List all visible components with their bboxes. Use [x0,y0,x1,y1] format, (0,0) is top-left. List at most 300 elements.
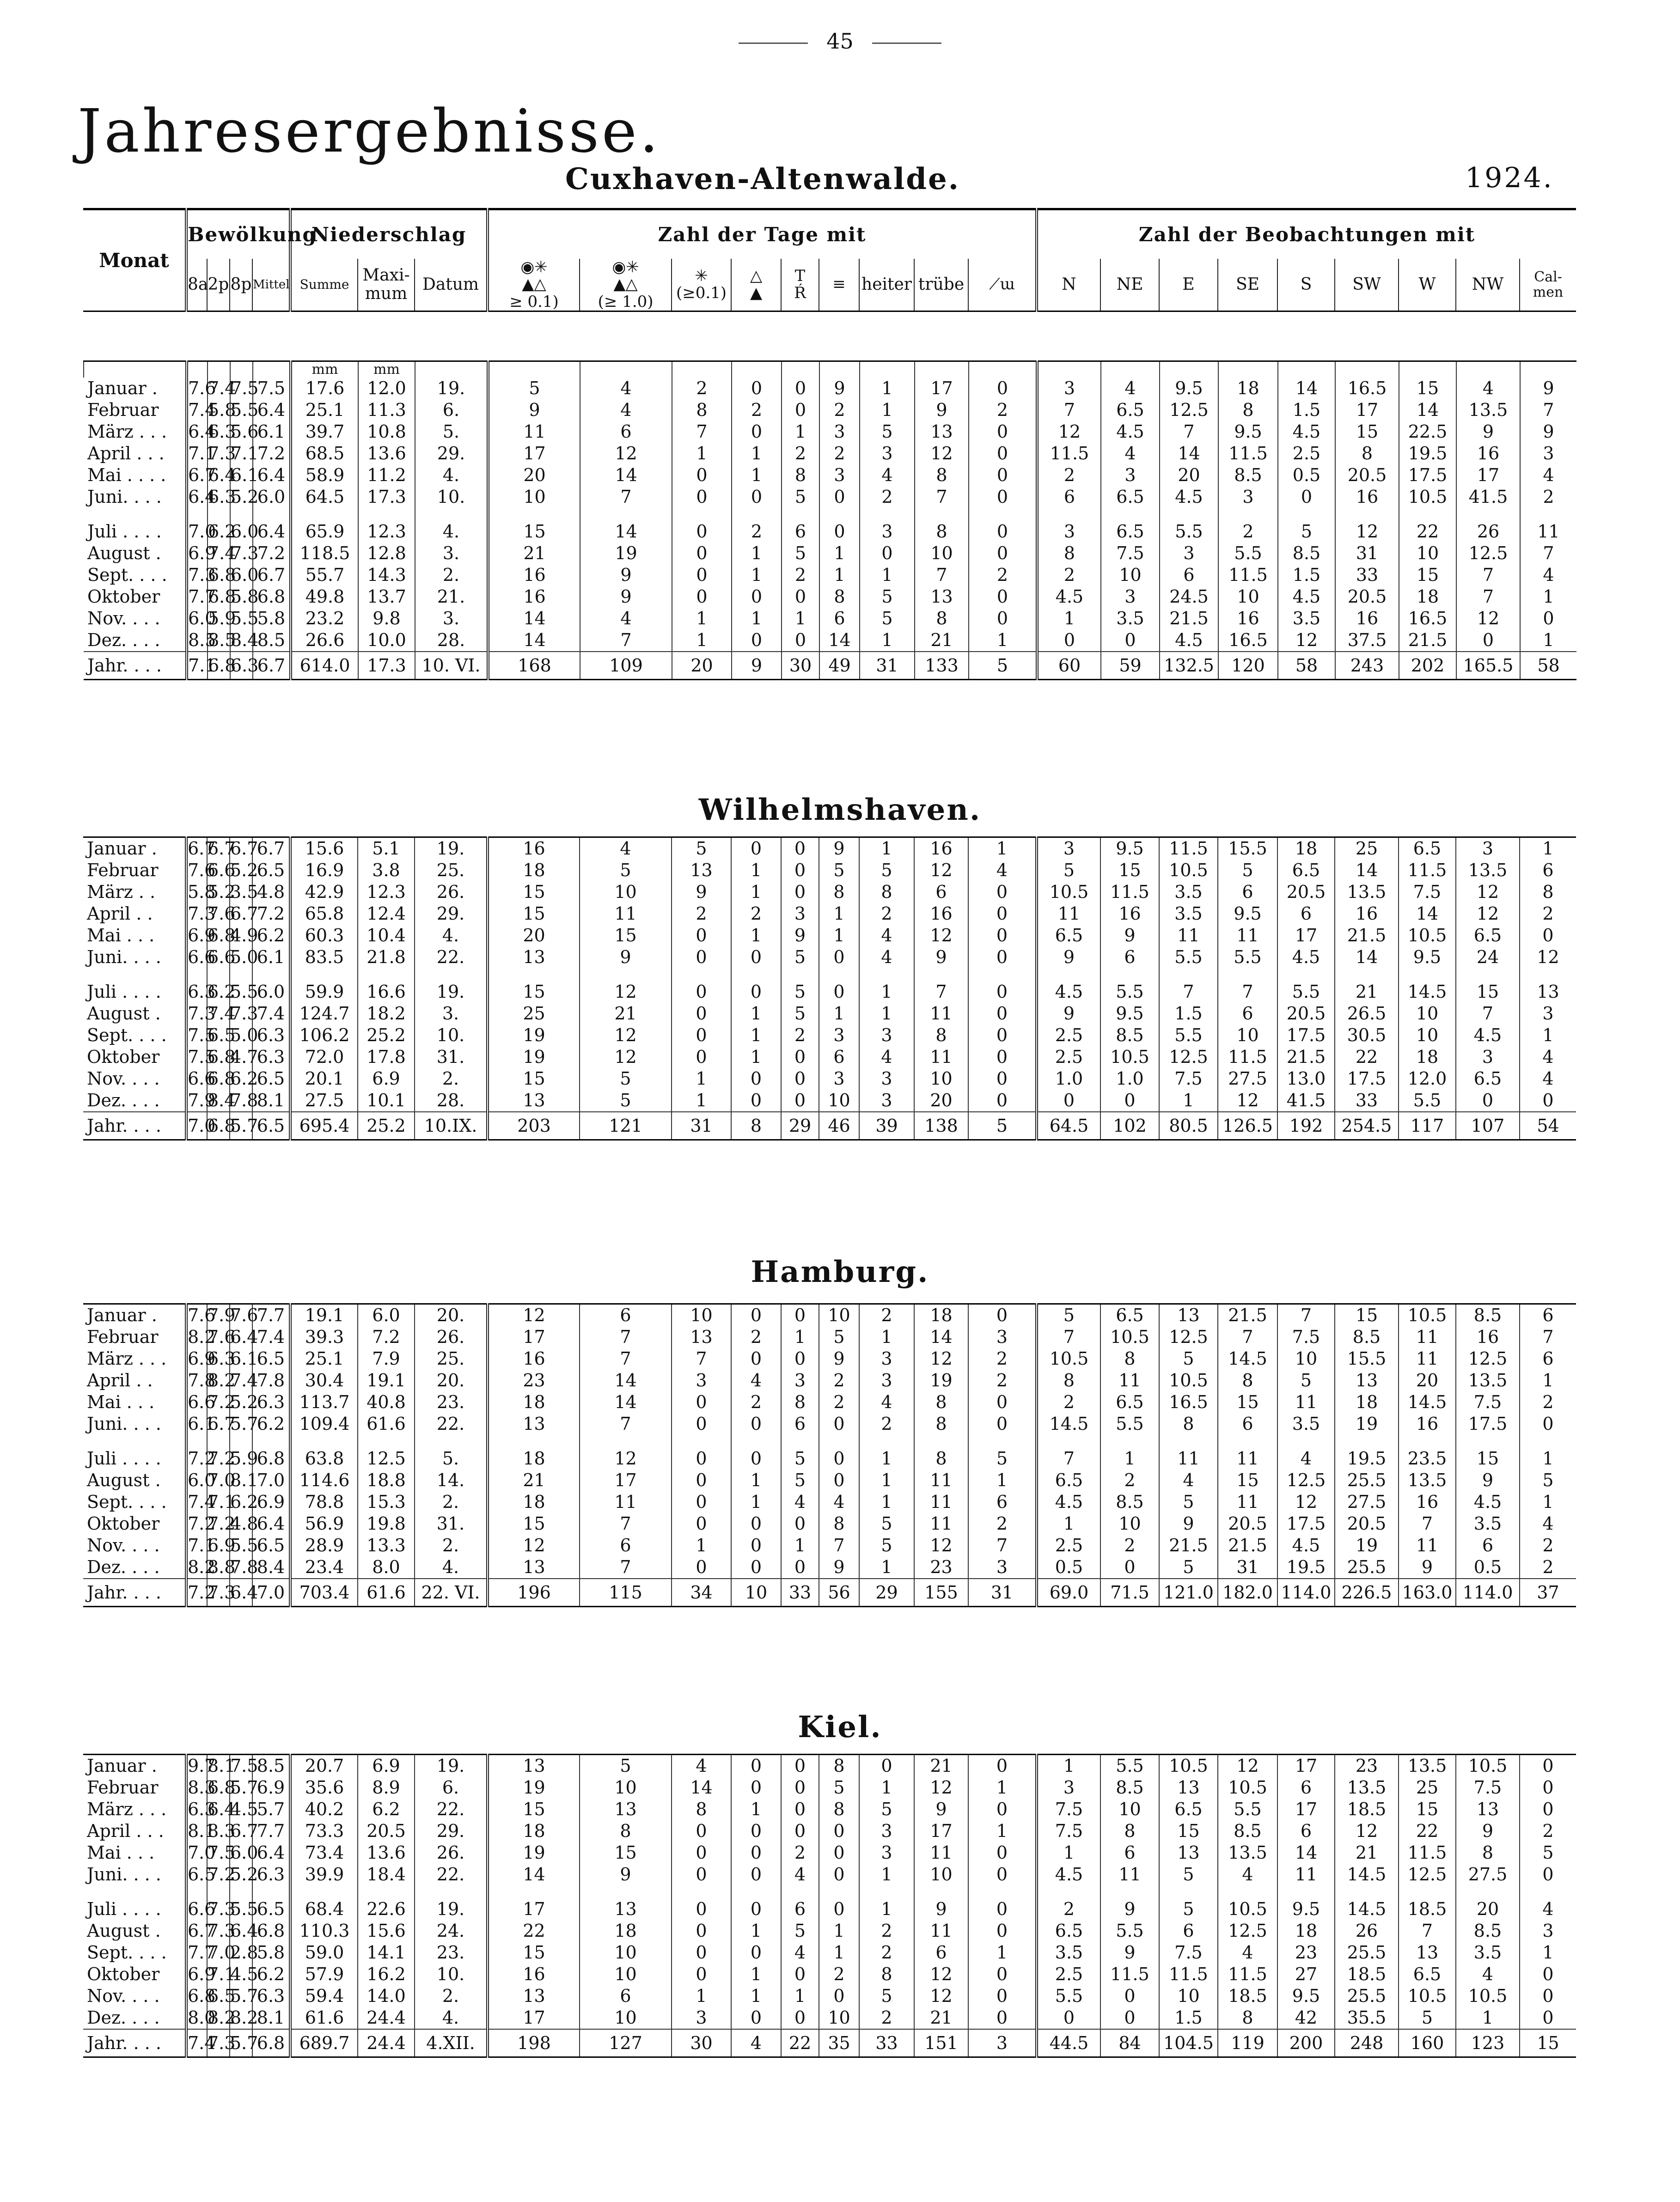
table-cell: 2 [859,2007,914,2029]
table-cell: 1 [672,1090,731,1112]
table-cell: 29. [415,443,488,464]
table-cell: 21 [1335,981,1399,1003]
table-cell: 0 [968,981,1037,1003]
month-label: Juni. . . . [87,487,162,507]
table-cell: 8 [914,1448,968,1470]
table-cell: 6. [415,399,488,421]
table-cell: 5.2 [230,1864,258,1885]
table-cell: 19 [488,1842,580,1864]
table-cell: 4.5 [230,1799,258,1819]
table-cell: 57.9 [290,1964,358,1985]
table-cell: 15 [488,881,580,903]
table-cell: 34 [672,1579,731,1607]
table-cell: 10. [415,1025,488,1046]
table-cell: 614.0 [291,652,358,680]
table-cell: 22. VI. [415,1579,488,1607]
month-label: Juli . . . . [87,1899,161,1919]
table-cell: 6.3 [186,1799,207,1820]
table-cell: 8 [731,1112,781,1140]
table-cell: 7.0 [186,1112,207,1140]
table-cell: 10.5 [1399,925,1456,946]
table-cell: 0 [732,421,782,443]
month-label: Juni. . . . [87,1414,161,1434]
table-cell: 7 [580,1513,672,1535]
table-cell: 7.2 [208,1448,236,1469]
table-cell: 0 [731,1942,781,1964]
table-cell: 1 [731,1799,781,1820]
table-cell: 64.5 [1037,1112,1100,1140]
table-cell: 5 [781,1470,819,1491]
table-cell: 42.9 [290,881,358,903]
table-cell: 7 [1277,1304,1335,1327]
table-cell: 7.7 [186,1942,207,1964]
table-cell: 7.5 [1037,1799,1100,1820]
table-cell: 110.3 [290,1920,358,1942]
table-cell: 0 [781,860,819,881]
table-cell: 9 [1100,1942,1159,1964]
table-cell: 4.5 [1101,421,1160,443]
table-cell: 22.6 [358,1898,415,1920]
table-cell: 8 [915,608,969,629]
table-row [84,608,1576,629]
table-cell: 0 [819,1842,859,1864]
month-label: Februar [87,1327,159,1347]
table-cell: 5. [415,421,488,443]
table-cell: 0 [781,1755,819,1777]
table-cell: 1 [1520,1025,1576,1046]
table-cell: 12 [914,1777,968,1799]
table-cell: 7.4 [252,1003,290,1025]
table-cell: 6.8 [208,1047,236,1067]
table-cell: 15 [1335,421,1399,443]
table-cell: 21 [580,1003,672,1025]
table-cell: 7.2 [208,1864,236,1885]
table-cell: 2 [1037,1391,1100,1413]
table-cell: 4 [731,1370,781,1391]
table-cell: 0 [969,608,1037,629]
table-cell: 6.9 [252,1491,290,1513]
table-cell: 15 [488,1799,580,1820]
table-cell: 7 [1520,543,1576,564]
table-cell: 12 [1520,946,1576,968]
table-cell: 15 [1335,1304,1399,1327]
table-cell: 12.5 [1159,1046,1218,1068]
month-label: Februar [87,400,159,420]
table-cell: 24.4 [358,2007,415,2029]
table-cell: 12.4 [358,903,415,925]
col-s: S [1277,259,1335,311]
month-label: Sept. . . . [87,565,167,585]
table-cell: 0 [968,1842,1037,1864]
table-cell: 1 [1520,586,1576,608]
table-cell: 11 [914,1491,968,1513]
table-cell: 12 [580,443,672,464]
table-cell: 6 [1277,1777,1335,1799]
table-cell: 11 [1159,925,1218,946]
table-cell: 14 [1399,399,1456,421]
table-cell: 10 [580,1942,672,1964]
table-cell: 6.7 [230,903,258,924]
table-cell: 23 [488,1370,580,1391]
table-cell: 2 [860,486,915,508]
table-cell: 6.3 [186,981,207,1003]
table-cell: 16.9 [290,860,358,881]
table-cell: 8.0 [358,1556,415,1579]
table-cell: 3.5 [1278,608,1335,629]
month-label: März . . [87,882,156,902]
table-cell: 2 [1520,1820,1576,1842]
table-cell: 3 [1456,837,1520,860]
table-cell: 12.0 [358,378,415,399]
table-cell: 9.5 [1277,1985,1335,2007]
table-cell: 6.8 [208,652,230,680]
table-cell: 6.5 [1100,1391,1159,1413]
table-cell: 11.5 [1218,1046,1277,1068]
table-cell: 1 [819,564,860,586]
table-cell: 5 [781,946,819,968]
table-cell: 1 [731,1003,781,1025]
table-cell: 37.5 [1335,629,1399,652]
table-cell: 13 [672,860,731,881]
table-row [84,629,1576,652]
table-cell: 39.9 [290,1864,358,1885]
table-cell: 8.8 [207,1556,230,1579]
table-cell: 12 [1335,1820,1399,1842]
table-cell: 6.6 [186,1898,207,1920]
table-cell: 15.5 [1335,1348,1399,1370]
table-cell: 5 [782,486,819,508]
table-cell: 0 [731,2007,781,2029]
table-cell: 6.6 [208,860,236,880]
table-cell: 7.9 [207,1304,230,1327]
month-label: Nov. . . . [87,1068,160,1089]
table-cell: 132.5 [1160,652,1218,680]
table-cell: 7.2 [186,1579,207,1607]
table-cell: 25. [415,860,488,881]
table-cell: 21.5 [1159,1535,1218,1556]
month-label: Dez. . . . [87,1557,160,1577]
table-cell: 5.1 [358,837,415,860]
table-cell: 1 [1520,629,1576,652]
table-cell: 1 [1037,608,1101,629]
table-cell: 18.5 [1335,1964,1399,1985]
table-cell: 11 [914,1003,968,1025]
table-cell: 10. [415,1964,488,1985]
table-cell: 6.6 [208,947,236,967]
table-cell: 13 [1399,1942,1456,1964]
table-cell: 8.1 [252,1090,290,1112]
table-cell: 0 [781,1304,819,1327]
table-cell: 0 [731,1068,781,1090]
table-cell: 7.5 [1277,1326,1335,1348]
table-cell: 107 [1456,1112,1520,1140]
table-cell: 7 [580,1556,672,1579]
table-cell: 14 [1277,1842,1335,1864]
table-cell: 1 [968,1470,1037,1491]
table-cell: 5.7 [230,1414,258,1434]
month-label: Oktober [87,1513,160,1534]
table-row [84,378,1576,399]
table-cell: 7 [1037,1326,1100,1348]
table-cell: 25.2 [358,1112,415,1140]
table-cell: 8.5 [1335,1326,1399,1348]
table-cell: 2 [968,1348,1037,1370]
table-cell: 120 [1218,652,1278,680]
table-cell: 7 [580,1326,672,1348]
table-cell: 6.2 [208,982,236,1002]
table-cell: 3 [860,443,915,464]
station-title-wilhelmshaven: Wilhelmshaven. [698,793,982,827]
table-cell: 1 [859,837,914,860]
table-cell: 6 [580,1985,672,2007]
table-cell: 8.5 [1218,1820,1277,1842]
table-cell: 6.5 [1101,521,1160,543]
table-cell: 7.6 [186,860,207,881]
month-label: Nov. . . . [87,1535,160,1555]
table-cell: 12.5 [1160,399,1218,421]
table-cell: 7 [580,1348,672,1370]
table-cell: 6.1 [252,946,290,968]
table-cell: 6.9 [252,1777,290,1799]
table-cell: 17.5 [1277,1025,1335,1046]
table-cell: 17 [580,1470,672,1491]
month-label: März . . . [87,1799,167,1819]
table-cell: 56 [819,1579,859,1607]
table-cell: 6.4 [252,1842,290,1864]
table-cell: 7 [1160,421,1218,443]
table-cell: 9 [819,837,859,860]
table-cell: 7.3 [208,443,236,464]
table-cell: 13.5 [1456,399,1520,421]
table-cell: 1 [1037,1513,1100,1535]
table-cell: 0 [968,1413,1037,1435]
table-cell: 0 [731,1304,781,1327]
table-cell: 0 [1100,1985,1159,2007]
table-cell: 8.5 [253,629,291,652]
table-cell: 7.5 [1101,543,1160,564]
table-cell: 5 [580,1755,672,1777]
table-cell: 2.5 [1037,1046,1100,1068]
table-cell: 19 [580,543,672,564]
table-cell: 4.5 [230,1964,258,1984]
table-cell: 7.2 [253,543,291,564]
table-row [84,399,1576,421]
table-cell: 6.4 [230,1327,258,1347]
table-cell: 6.2 [230,1068,258,1089]
table-cell: 7.0 [208,1470,236,1490]
table-cell: 20.5 [1277,881,1335,903]
table-cell: 8.5 [1278,543,1335,564]
table-cell: 15.6 [290,837,358,860]
table-cell: 4 [1159,1470,1218,1491]
table-cell: 5 [672,837,731,860]
table-cell: 114.0 [1456,1579,1520,1607]
storm-icon: ⟋ɯ [989,275,1015,294]
table-cell: 1 [731,1964,781,1985]
table-cell: 7 [915,486,969,508]
table-cell: 29. [415,1820,488,1842]
table-cell: 12 [914,860,968,881]
month-label: Januar . [87,378,158,398]
table-cell: 59.4 [290,1985,358,2007]
table-cell: 0 [731,1348,781,1370]
table-cell: 248 [1335,2029,1399,2057]
table-cell: 15.3 [358,1491,415,1513]
table-cell: 2 [1520,1391,1576,1413]
table-cell: 7 [914,981,968,1003]
table-cell: 5.8 [231,586,259,607]
table-cell: 7.2 [186,1513,207,1535]
col-2p: 2p [207,259,230,311]
table-cell: 6 [1218,1413,1277,1435]
table-cell: 19 [488,1046,580,1068]
table-cell: 5 [860,586,915,608]
table-cell: 0 [968,1864,1037,1885]
table-cell: 15 [1456,1448,1520,1470]
table-cell: 6.1 [186,1413,207,1435]
table-cell: 72.0 [290,1046,358,1068]
table-cell: 8 [672,1799,731,1820]
table-cell: 58 [1278,652,1335,680]
table-cell: 6.2 [358,1799,415,1820]
table-cell: 1 [819,1920,859,1942]
table-cell: 12 [1335,521,1399,543]
table-cell: 7.1 [187,652,208,680]
table-cell: 11.5 [1100,1964,1159,1985]
month-label: April . . [87,1370,153,1391]
table-cell: 3 [859,1025,914,1046]
table-cell: 10.5 [1100,1046,1159,1068]
table-cell: 13 [488,1090,580,1112]
table-cell: 1 [732,464,782,486]
table-cell: 5.2 [230,1392,258,1412]
table-cell: 0 [731,1513,781,1535]
table-cell: 7 [580,629,672,652]
table-cell: 0 [1037,2007,1100,2029]
table-cell: 6.9 [186,1964,207,1985]
table-cell: 16.5 [1218,629,1278,652]
station-block-kiel [83,1754,1576,2058]
table-cell: 0 [1101,629,1160,652]
table-cell: 10 [1100,1799,1159,1820]
table-cell: 11.5 [1399,1842,1456,1864]
table-cell: 5.5 [1218,543,1278,564]
table-cell: 7.4 [252,1326,290,1348]
table-cell: 2 [1520,1535,1576,1556]
table-cell: 8.5 [1456,1920,1520,1942]
month-label: August . [87,1470,161,1490]
table-cell: 16 [1399,1491,1456,1513]
table-cell: 17.5 [1335,1068,1399,1090]
table-cell: 6 [1100,1842,1159,1864]
table-cell: 5 [781,1448,819,1470]
table-cell: 5.5 [1160,521,1218,543]
table-cell: 21 [488,1470,580,1491]
table-cell: 19. [415,378,488,399]
hail-icon: △ ▲ [750,266,763,303]
month-label: Juli . . . . [87,982,161,1002]
table-row [83,1003,1576,1025]
table-cell: 8 [1100,1820,1159,1842]
table-cell: 2 [1520,1556,1576,1579]
table-cell: 6.1 [231,465,259,485]
table-cell: 9 [1037,1003,1100,1025]
table-cell: 11 [914,1513,968,1535]
table-cell: 0 [969,464,1037,486]
table-cell: 33 [781,1579,819,1607]
table-cell: 14 [488,1864,580,1885]
table-cell: 4 [580,378,672,399]
table-cell: 11 [1218,925,1277,946]
table-cell: 1 [731,1046,781,1068]
table-cell: 6.4 [252,1513,290,1535]
table-cell: 5.5 [1218,1799,1277,1820]
table-cell: 8.1 [252,2007,290,2029]
table-cell: 0 [672,1470,731,1491]
table-cell: 33 [859,2029,914,2057]
table-cell: 0 [672,521,732,543]
table-cell: 6.7 [253,564,291,586]
table-cell: 200 [1277,2029,1335,2057]
table-cell: 102 [1100,1112,1159,1140]
table-cell: 22 [488,1920,580,1942]
table-cell: 2 [1520,486,1576,508]
table-cell: 12.5 [1399,1864,1456,1885]
table-cell: 7.2 [208,1513,236,1534]
table-cell: 21.5 [1277,1046,1335,1068]
table-cell: 5 [1159,1556,1218,1579]
table-cell: 18 [580,1920,672,1942]
table-cell: 7.4 [208,1003,236,1024]
table-cell: 7 [672,1348,731,1370]
table-cell: 6.5 [1159,1799,1218,1820]
table-cell: 11 [1100,1864,1159,1885]
table-cell: 4 [781,1942,819,1964]
table-cell: 7.8 [186,1370,207,1391]
table-cell: 8.4 [252,1556,290,1579]
table-cell: 2 [969,399,1037,421]
table-cell: 20 [1399,1370,1456,1391]
table-cell: 10.5 [1399,1985,1456,2007]
table-cell: 22. [415,1413,488,1435]
table-cell: 10.5 [1399,1304,1456,1327]
table-cell: 6.9 [208,1535,236,1555]
table-cell: 0 [1037,1090,1100,1112]
table-cell: 16 [1335,608,1399,629]
table-cell: 5 [781,981,819,1003]
table-cell: 14 [580,1391,672,1413]
table-row [83,1985,1576,2007]
table-cell: 6.8 [252,1920,290,1942]
table-cell: 0 [969,443,1037,464]
table-cell: 25 [1335,837,1399,860]
table-cell: 16 [914,903,968,925]
table-cell: 13 [488,1413,580,1435]
table-cell: 8.3 [186,1777,207,1799]
table-cell: 8 [1335,443,1399,464]
table-cell: 14.0 [358,1985,415,2007]
table-cell: 18 [488,860,580,881]
table-cell: 17.3 [358,486,415,508]
table-cell: 0 [859,1755,914,1777]
table-cell: 1 [732,543,782,564]
table-cell: 9 [580,586,672,608]
table-cell: 15 [1520,2029,1576,2057]
table-cell: 19.5 [1399,443,1456,464]
table-cell: 2 [1100,1535,1159,1556]
table-cell: 0 [672,1413,731,1435]
table-cell: 20.5 [1277,1003,1335,1025]
